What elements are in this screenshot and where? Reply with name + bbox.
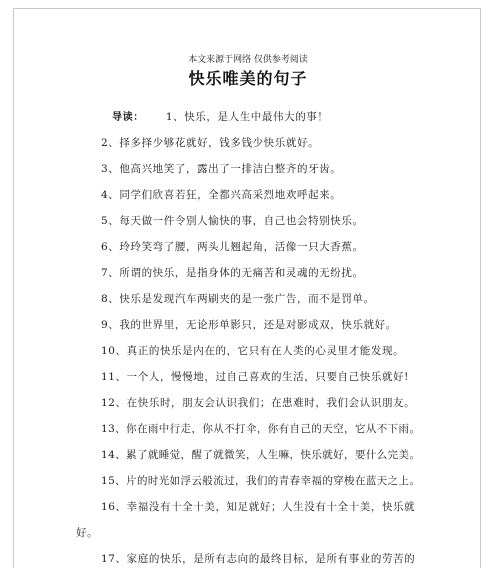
sentence-6: 6、玲玲笑弯了腰，两头儿翘起角，活像一只大香蕉。 bbox=[101, 241, 364, 253]
sentence-4: 4、同学们欣喜若狂，全都兴高采烈地欢呼起来。 bbox=[101, 189, 342, 201]
source-notice: 本文来源于网络 仅供参考阅读 bbox=[188, 55, 308, 65]
document-title: 快乐唯美的句子 bbox=[188, 69, 308, 88]
sentence-1: 1、快乐，是人生中最伟大的事！ bbox=[165, 111, 329, 123]
sentence-10: 10、真正的快乐是内在的，它只有在人类的心灵里才能发现。 bbox=[101, 345, 405, 357]
sentence-5: 5、每天做一件令别人愉快的事，自己也会特别快乐。 bbox=[101, 215, 364, 227]
sentence-17-partial: 17、家庭的快乐，是所有志向的最终目标，是所有事业的劳苦的 bbox=[101, 553, 416, 565]
sentence-2: 2、择多择少够花就好，钱多钱少快乐就好。 bbox=[101, 137, 320, 149]
sentence-7: 7、所谓的快乐，是指身体的无痛苦和灵魂的无纷扰。 bbox=[101, 267, 364, 279]
intro-line bbox=[112, 110, 329, 125]
sentence-9: 9、我的世界里，无论形单影只，还是对影成双，快乐就好。 bbox=[101, 319, 397, 331]
sentence-11: 11、一个人，慢慢地，过自己喜欢的生活，只要自己快乐就好! bbox=[101, 371, 409, 383]
lead-label: 导读： bbox=[112, 112, 144, 123]
sentence-16: 16、幸福没有十全十美，知足就好；人生没有十全十美，快乐就 bbox=[101, 501, 416, 513]
sentence-8: 8、快乐是发现汽车两刷夹的是一张广告，而不是罚单。 bbox=[101, 293, 375, 305]
sentence-15: 15、片的时光如浮云般流过，我们的青春幸福的穿梭在蓝天之上。 bbox=[101, 475, 421, 487]
sentence-12: 12、在快乐时，朋友会认识我们；在患难时，我们会认识朋友。 bbox=[101, 397, 416, 409]
sentence-16-continuation: 好。 bbox=[76, 527, 99, 539]
sentence-3: 3、他高兴地笑了，露出了一排洁白整齐的牙齿。 bbox=[101, 163, 342, 175]
sentence-13: 13、你在雨中行走，你从不打伞，你有自己的天空，它从不下雨。 bbox=[101, 423, 421, 435]
sentence-14: 14、累了就睡觉，醒了就微笑，人生嘛，快乐就好，要什么完美。 bbox=[101, 449, 421, 461]
